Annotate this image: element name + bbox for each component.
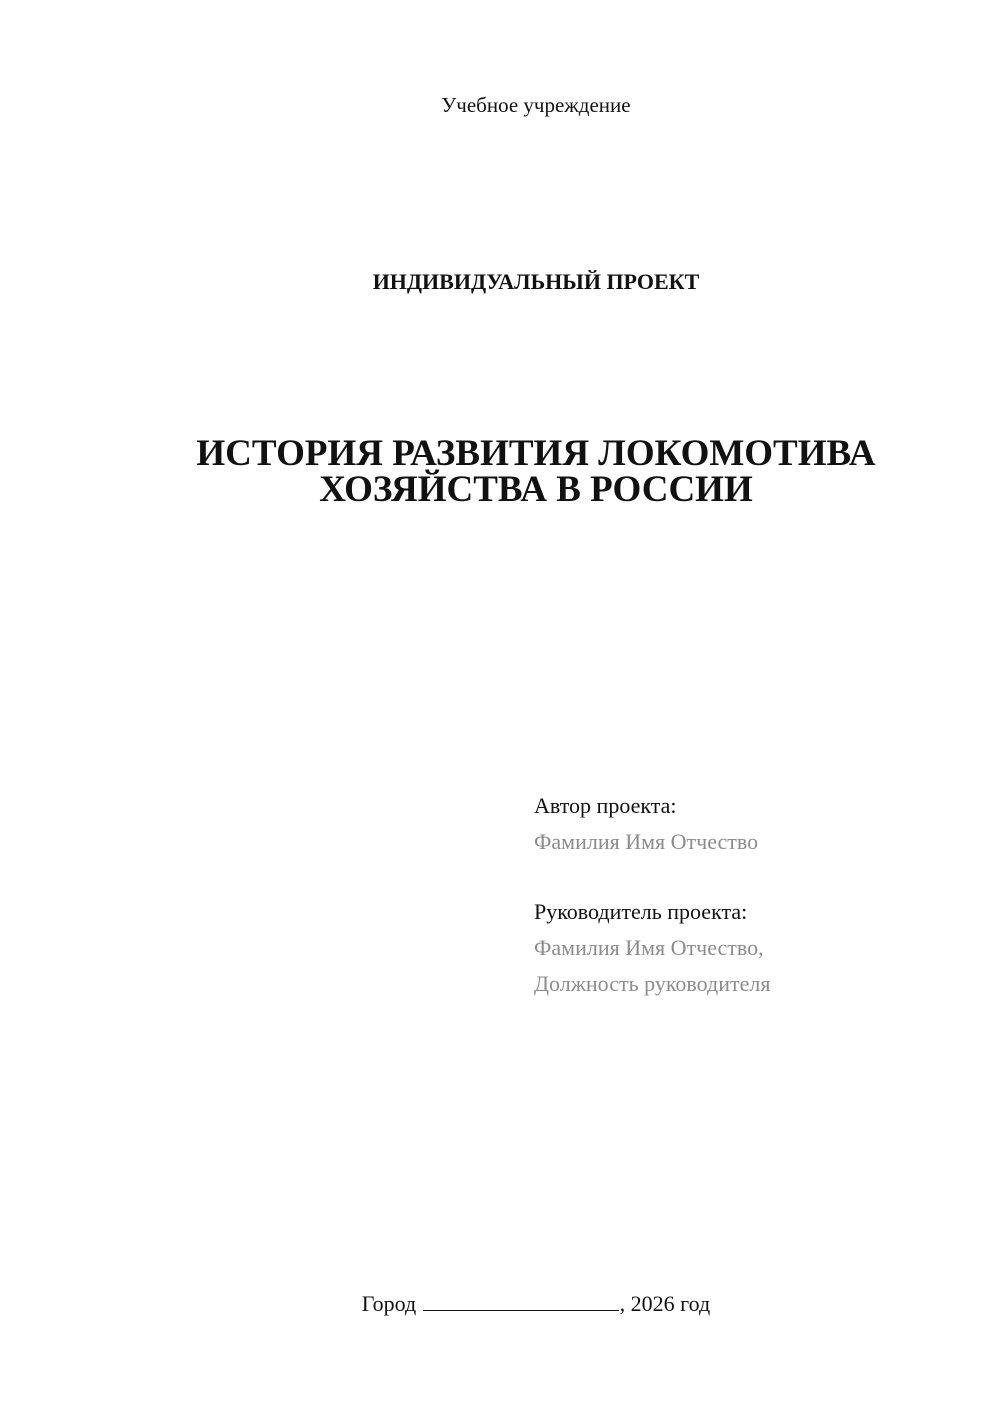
author-label: Автор проекта: [534, 793, 677, 818]
project-title [0, 433, 1000, 510]
credits-spacer [534, 860, 974, 894]
city-blank-line [423, 1290, 619, 1311]
supervisor-position: Должность руководителя [534, 971, 771, 996]
city-label: Город [361, 1291, 417, 1316]
city-year-line [0, 1290, 1000, 1318]
credits-block [534, 788, 974, 1002]
project-title-line-2: ХОЗЯЙСТВА В РОССИИ [319, 469, 753, 510]
institution-name: Учебное учреждение [441, 93, 631, 117]
supervisor-label: Руководитель проекта: [534, 899, 748, 924]
document-type: ИНДИВИДУАЛЬНЫЙ ПРОЕКТ [372, 269, 700, 294]
supervisor-name: Фамилия Имя Отчество, [534, 935, 764, 960]
year-text: , 2026 год [619, 1291, 711, 1316]
author-name: Фамилия Имя Отчество [534, 829, 759, 854]
project-title-line-1: ИСТОРИЯ РАЗВИТИЯ ЛОКОМОТИВА [196, 433, 876, 474]
